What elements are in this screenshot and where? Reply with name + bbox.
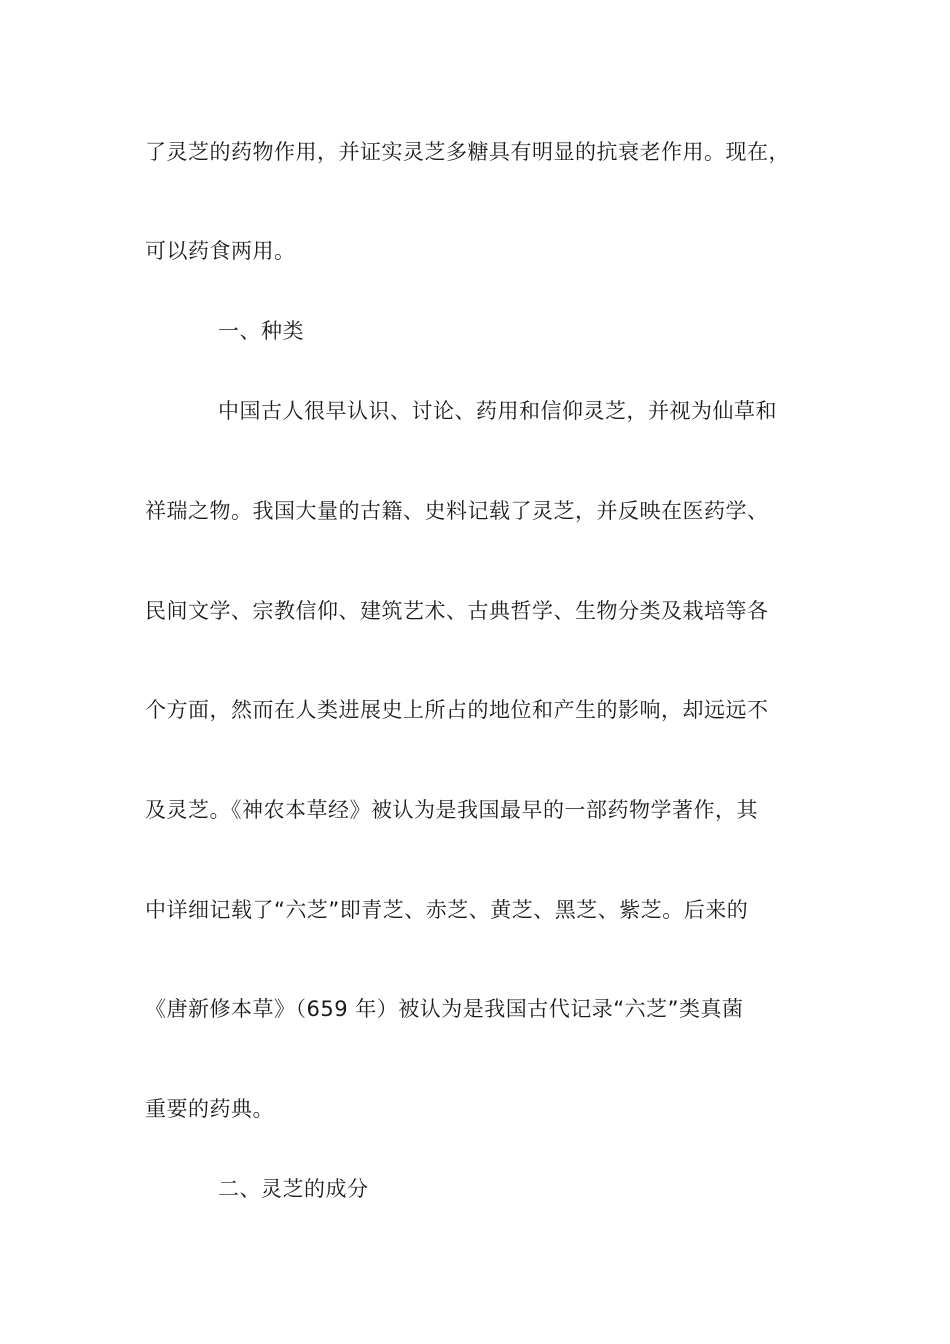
paragraph-line: 个方面，然而在人类进展史上所占的地位和产生的影响，却远远不 — [145, 698, 769, 722]
section-heading: 一、种类 — [218, 319, 304, 343]
paragraph-line: 中国古人很早认识、讨论、药用和信仰灵芝，并视为仙草和 — [218, 399, 777, 423]
paragraph-line: 重要的药典。 — [145, 1097, 274, 1121]
paragraph-line: 可以药食两用。 — [145, 239, 296, 263]
paragraph-line: 民间文学、宗教信仰、建筑艺术、古典哲学、生物分类及栽培等各 — [145, 599, 769, 623]
paragraph-line: 祥瑞之物。我国大量的古籍、史料记载了灵芝，并反映在医药学、 — [145, 499, 769, 523]
paragraph-line: 中详细记载了“六芝”即青芝、赤芝、黄芝、黑芝、紫芝。后来的 — [145, 898, 749, 922]
section-heading: 二、灵芝的成分 — [218, 1177, 369, 1201]
paragraph-line: 及灵芝。《神农本草经》被认为是我国最早的一部药物学著作，其 — [145, 798, 758, 822]
paragraph-line: 《唐新修本草》（659 年）被认为是我国古代记录“六芝”类真菌 — [145, 997, 744, 1021]
paragraph-line: 了灵芝的药物作用，并证实灵芝多糖具有明显的抗衰老作用。现在， — [145, 140, 790, 164]
